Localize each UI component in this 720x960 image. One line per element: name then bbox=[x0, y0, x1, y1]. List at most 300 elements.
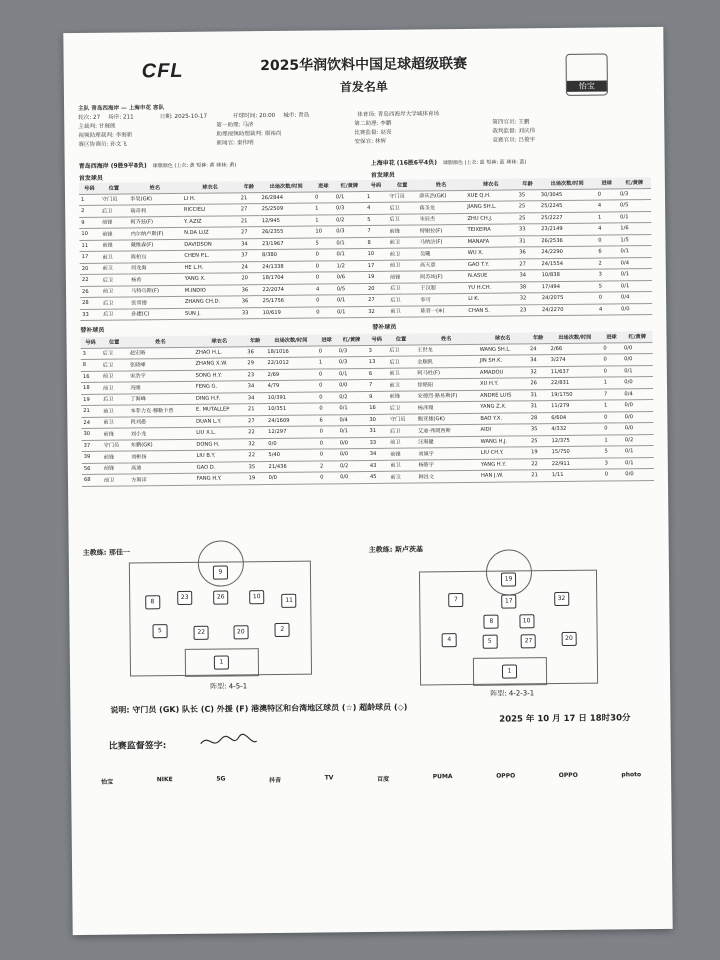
table-cell: 25/2509 bbox=[260, 203, 314, 215]
table-cell: 16 bbox=[367, 402, 388, 414]
table-cell: 0/1 bbox=[619, 280, 652, 292]
table-cell: 25 bbox=[529, 435, 550, 447]
table-cell: 68 bbox=[82, 474, 102, 486]
col-header: 位置 bbox=[100, 182, 128, 193]
table-cell: DING H.F. bbox=[194, 392, 246, 404]
table-cell: 高天意 bbox=[418, 259, 466, 271]
table-cell: CHEN P.L. bbox=[182, 250, 239, 262]
table-cell: 26/2536 bbox=[539, 235, 596, 247]
table-cell: 34 bbox=[368, 448, 389, 460]
table-cell: 后卫 bbox=[388, 282, 418, 294]
player-shirt: 5 bbox=[152, 624, 167, 638]
table-cell: 26 bbox=[528, 378, 549, 390]
table-cell: 0/1 bbox=[337, 368, 367, 380]
sponsor-logo: 百度 bbox=[377, 775, 390, 783]
table-cell: 后卫 bbox=[387, 213, 417, 225]
table-cell: 34 bbox=[517, 270, 539, 282]
table-cell: 26/2844 bbox=[259, 192, 313, 204]
table-cell: 45 bbox=[368, 471, 389, 483]
table-cell: 0/4 bbox=[337, 414, 367, 426]
table-cell: 本菲力克·穆勒卡普 bbox=[128, 404, 194, 416]
table-cell: 1 bbox=[317, 357, 337, 369]
home-subs-table bbox=[80, 334, 368, 486]
col-header: 位置 bbox=[387, 179, 417, 190]
table-cell: 25/2227 bbox=[539, 212, 596, 224]
table-cell: 26 bbox=[80, 286, 101, 298]
col-header: 球衣名 bbox=[182, 181, 239, 193]
table-cell: 0/0 bbox=[623, 411, 654, 423]
away-coach: 主教练: 斯卢茨基 bbox=[368, 545, 424, 554]
print-datetime: 2025 年 10 月 17 日 18时30分 bbox=[499, 713, 631, 725]
table-cell: 丁海峰 bbox=[128, 393, 194, 405]
table-cell: 戴维森(F) bbox=[129, 239, 183, 251]
table-cell: 0 bbox=[317, 391, 337, 403]
table-cell: 0/0 bbox=[337, 380, 367, 392]
table-cell: 阿苏埃(F) bbox=[418, 270, 466, 282]
table-cell: 前卫 bbox=[388, 236, 418, 248]
table-cell: ZHANG CH.D. bbox=[183, 296, 240, 308]
table-cell: 后卫 bbox=[387, 344, 415, 356]
table-cell: 8/380 bbox=[260, 249, 314, 261]
table-cell: 17/494 bbox=[540, 281, 597, 293]
away-formation: 阵型: 4-2-3-1 bbox=[490, 689, 535, 698]
table-cell: 22 bbox=[246, 450, 266, 462]
table-cell: FANG H.Y. bbox=[195, 473, 247, 485]
table-cell: 33 bbox=[240, 307, 261, 319]
table-cell: 34 bbox=[246, 381, 266, 393]
table-cell: 16 bbox=[81, 371, 101, 383]
table-cell: 前锋 bbox=[388, 448, 416, 460]
table-cell: 3 bbox=[597, 269, 619, 281]
table-cell: 内尔纳卢斯(F) bbox=[129, 227, 183, 239]
table-cell: 特谢拉(F) bbox=[418, 224, 466, 236]
table-cell: 前卫 bbox=[388, 471, 416, 483]
table-cell: 前卫 bbox=[387, 367, 415, 379]
table-cell: YANG X. bbox=[183, 273, 240, 285]
table-cell: 艾迪·弗朗西斯 bbox=[416, 424, 479, 436]
table-cell: 前锋 bbox=[100, 228, 128, 240]
table-cell: 前锋 bbox=[388, 271, 418, 283]
sponsor-logo: 5G bbox=[216, 775, 226, 783]
table-cell: 前锋 bbox=[388, 390, 416, 402]
table-cell: 0 bbox=[314, 272, 335, 284]
table-cell: YANG Z.X. bbox=[478, 401, 528, 413]
table-cell: 1 bbox=[79, 194, 100, 206]
table-cell: 12/945 bbox=[260, 215, 314, 227]
lineup-sheet bbox=[63, 27, 672, 935]
table-cell: 东鹏(GK) bbox=[129, 439, 195, 451]
table-cell: 冯刚 bbox=[128, 381, 194, 393]
table-cell: 11/279 bbox=[549, 400, 602, 412]
table-cell: 10/619 bbox=[261, 307, 315, 319]
table-cell: 19/1750 bbox=[549, 389, 602, 401]
col-header: 球衣名 bbox=[465, 178, 517, 190]
table-cell: 30 bbox=[367, 414, 388, 426]
table-cell: 0/2 bbox=[337, 391, 367, 403]
player-shirt: 7 bbox=[448, 593, 463, 607]
col-header: 出场次数/时间 bbox=[539, 178, 596, 190]
table-cell: E. MUTALLEP bbox=[194, 404, 246, 416]
col-header: 年龄 bbox=[528, 332, 549, 343]
player-shirt: 8 bbox=[484, 615, 499, 629]
table-cell: 0/1 bbox=[334, 249, 365, 261]
table-cell: DONG H. bbox=[194, 438, 246, 450]
table-cell: AMADOU bbox=[478, 366, 528, 378]
table-cell: 0/1 bbox=[335, 306, 366, 318]
table-cell: GAO T.Y. bbox=[466, 258, 518, 270]
table-cell: 33 bbox=[80, 309, 101, 321]
page-subtitle: 首发名单 bbox=[339, 79, 388, 95]
table-cell: 5 bbox=[602, 446, 623, 458]
away-team-header: 上海申花 (16胜6平4负) 球服颜色 (上衣: 蓝 短裤: 蓝 球袜: 蓝) bbox=[370, 159, 527, 167]
table-cell: 0/0 bbox=[338, 472, 368, 484]
table-cell: 0/0 bbox=[622, 377, 653, 389]
col-header: 出场次数/时间 bbox=[259, 181, 313, 193]
table-cell: ANDRE LUIS bbox=[478, 389, 528, 401]
table-cell: 0/2 bbox=[334, 214, 365, 226]
sponsor-logo: NIKE bbox=[156, 776, 173, 784]
player-shirt: 17 bbox=[501, 595, 516, 609]
table-cell: 10/391 bbox=[266, 392, 318, 404]
table-cell: 31 bbox=[367, 425, 388, 437]
table-cell: 0 bbox=[597, 292, 619, 304]
table-cell: 0/0 bbox=[267, 472, 319, 484]
table-cell: HAN J.W. bbox=[479, 470, 529, 482]
table-cell: RICCIELI bbox=[182, 204, 239, 216]
away-formation-pitch bbox=[419, 570, 598, 686]
table-cell: 张晓峰 bbox=[128, 358, 194, 370]
table-cell: 1 bbox=[602, 400, 623, 412]
col-header: 红/黄牌 bbox=[622, 331, 653, 342]
table-cell: 31 bbox=[517, 235, 539, 247]
table-cell: 8 bbox=[81, 359, 101, 371]
table-cell: 33 bbox=[517, 224, 539, 236]
table-cell: 3 bbox=[367, 345, 388, 357]
table-cell: 陈晋一(※) bbox=[418, 305, 466, 317]
table-cell: 0/3 bbox=[337, 345, 367, 357]
table-cell: 汪海健 bbox=[416, 436, 479, 448]
table-cell: 34 bbox=[239, 238, 260, 250]
table-cell: 1 bbox=[602, 434, 623, 446]
table-cell: ZHAO H.L. bbox=[193, 346, 245, 358]
table-cell: 前卫 bbox=[101, 371, 128, 383]
table-cell: AIDI bbox=[478, 424, 528, 436]
table-cell: 0/0 bbox=[619, 303, 652, 315]
sponsor-logo: OPPO bbox=[496, 772, 516, 780]
col-header: 位置 bbox=[100, 337, 127, 348]
table-cell: 1 bbox=[365, 191, 387, 203]
table-cell: 0/2 bbox=[338, 460, 368, 472]
official-r3-0: 主裁判: 甘璀熊 bbox=[78, 123, 116, 130]
player-shirt: 19 bbox=[501, 572, 516, 586]
table-cell: 0 bbox=[596, 234, 618, 246]
table-cell: 27 bbox=[517, 258, 539, 270]
table-cell: 刘诚宇 bbox=[416, 447, 479, 459]
table-cell: 37 bbox=[82, 440, 102, 452]
table-cell: 0/3 bbox=[337, 357, 367, 369]
table-cell: 2 bbox=[79, 205, 100, 217]
table-cell: GAO D. bbox=[195, 461, 247, 473]
table-cell: 李可 bbox=[418, 293, 466, 305]
table-cell: 22/911 bbox=[550, 458, 603, 470]
player-shirt: 10 bbox=[249, 590, 264, 604]
table-cell: 0 bbox=[317, 345, 337, 357]
table-cell: 陈柏良 bbox=[129, 250, 183, 262]
table-cell: 0/1 bbox=[623, 446, 654, 458]
table-cell: JIN SH.K. bbox=[478, 355, 528, 367]
table-cell: DUAN L.Y. bbox=[194, 415, 246, 427]
table-cell: 26/2355 bbox=[260, 226, 314, 238]
table-cell: 19 bbox=[366, 271, 388, 283]
table-cell: 前卫 bbox=[388, 436, 416, 448]
table-cell: 35 bbox=[246, 461, 266, 473]
starters-label-away: 首发球员 bbox=[370, 171, 395, 179]
table-cell: 前卫 bbox=[100, 251, 128, 263]
table-cell: 杨泽翔 bbox=[416, 401, 479, 413]
table-cell: 0 bbox=[317, 403, 337, 415]
home-starters-table bbox=[79, 180, 366, 321]
col-header: 姓名 bbox=[128, 336, 194, 348]
table-cell: 31 bbox=[528, 389, 549, 401]
table-cell: 0/2 bbox=[623, 434, 654, 446]
table-cell: 鲍亚雄(GK) bbox=[416, 413, 479, 425]
table-cell: 前锋 bbox=[101, 428, 128, 440]
table-cell: 27 bbox=[239, 227, 260, 239]
table-cell: 22 bbox=[80, 274, 101, 286]
table-cell: N.ASUE bbox=[466, 270, 518, 282]
table-cell: 6 bbox=[367, 368, 388, 380]
table-cell: 30/3045 bbox=[539, 189, 596, 201]
table-cell: 24/2075 bbox=[540, 292, 597, 304]
table-cell: 7 bbox=[367, 379, 388, 391]
col-header: 号码 bbox=[80, 337, 100, 348]
table-cell: FENG G. bbox=[194, 381, 246, 393]
table-cell: 0/1 bbox=[334, 237, 365, 249]
table-cell: 守门员 bbox=[387, 190, 417, 202]
table-cell: 17 bbox=[80, 251, 101, 263]
table-cell: 27 bbox=[239, 204, 260, 216]
sponsor-logo: OPPO bbox=[558, 771, 578, 780]
col-header: 姓名 bbox=[415, 333, 478, 345]
col-header: 进球 bbox=[317, 334, 337, 345]
player-shirt: 9 bbox=[213, 565, 228, 579]
table-cell: 5 bbox=[597, 280, 619, 292]
table-cell: 0 bbox=[602, 365, 623, 377]
table-cell: 12/297 bbox=[266, 426, 318, 438]
table-cell: 36 bbox=[240, 296, 261, 308]
table-cell: 安德烈·路易斯(F) bbox=[416, 390, 479, 402]
official-r4-1: 助理视频助理裁判: 谢裕尚 bbox=[216, 130, 282, 138]
table-cell: 刘彬扬 bbox=[129, 450, 195, 462]
table-cell: 24 bbox=[81, 417, 101, 429]
table-cell: DAVIDSON bbox=[182, 238, 239, 250]
table-cell: 1 bbox=[313, 214, 334, 226]
table-cell: 孙捷(C) bbox=[129, 308, 183, 320]
table-cell: 后卫 bbox=[388, 425, 416, 437]
col-header: 红/黄牌 bbox=[618, 177, 651, 188]
table-cell: 宋浩宇 bbox=[128, 370, 194, 382]
table-cell: 0/1 bbox=[338, 426, 368, 438]
table-cell: 18 bbox=[81, 382, 101, 394]
table-cell: 1 bbox=[602, 377, 623, 389]
table-cell: 0/0 bbox=[622, 354, 653, 366]
table-cell: 2 bbox=[318, 460, 338, 472]
col-header: 位置 bbox=[387, 334, 415, 345]
table-cell: 37 bbox=[239, 250, 260, 262]
table-cell: 守门员 bbox=[102, 440, 129, 452]
table-cell: 22/2074 bbox=[260, 284, 314, 296]
table-cell: 7 bbox=[365, 225, 387, 237]
table-cell: MANAFA bbox=[466, 235, 518, 247]
table-cell: 0/4 bbox=[619, 292, 652, 304]
table-cell: 35 bbox=[517, 189, 539, 201]
table-cell: 7 bbox=[602, 388, 623, 400]
col-header: 年龄 bbox=[245, 335, 265, 346]
table-cell: 1/5 bbox=[618, 234, 651, 246]
table-cell: 马纳法(F) bbox=[418, 236, 466, 248]
table-cell: 吴曦 bbox=[418, 247, 466, 259]
table-cell: 6 bbox=[317, 414, 337, 426]
table-cell: 24/2290 bbox=[539, 246, 596, 258]
table-cell: 前卫 bbox=[388, 259, 418, 271]
table-cell: 36 bbox=[517, 247, 539, 259]
table-cell: 32 bbox=[366, 306, 388, 318]
venue: 体育场: 青岛西海岸大学城体育场 bbox=[357, 110, 440, 118]
table-cell: 22/1012 bbox=[265, 357, 317, 369]
table-cell: 后卫 bbox=[101, 297, 129, 309]
player-shirt: 1 bbox=[502, 664, 517, 678]
player-shirt: 5 bbox=[482, 635, 497, 649]
table-cell: 23 bbox=[518, 304, 540, 316]
table-cell: 32 bbox=[528, 366, 549, 378]
table-cell: 10 bbox=[313, 226, 334, 238]
sponsor-strip bbox=[101, 771, 641, 786]
table-cell: 后卫 bbox=[101, 308, 129, 320]
table-cell: BAO Y.X. bbox=[478, 412, 528, 424]
table-cell: 21 bbox=[239, 215, 260, 227]
table-cell: 0 bbox=[318, 472, 338, 484]
table-cell: 0/1 bbox=[619, 269, 652, 281]
table-cell: 4 bbox=[596, 223, 618, 235]
col-header: 出场次数/时间 bbox=[265, 335, 317, 347]
table-cell: 2/69 bbox=[265, 369, 317, 381]
signature-label: 比赛监督签字: bbox=[108, 741, 167, 752]
city: 城市: 青岛 bbox=[283, 112, 310, 119]
table-cell: 0 bbox=[318, 437, 338, 449]
table-cell: 20 bbox=[80, 263, 101, 275]
table-cell: 后卫 bbox=[387, 202, 417, 214]
table-cell: TEIXEIRA bbox=[465, 224, 517, 236]
home-sub-row bbox=[82, 472, 368, 486]
table-cell: 前卫 bbox=[101, 382, 128, 394]
table-cell: 后卫 bbox=[387, 356, 415, 368]
table-cell: ZHU CH.J. bbox=[465, 212, 517, 224]
table-cell: 28 bbox=[80, 297, 101, 309]
table-cell: 22 bbox=[529, 458, 550, 470]
official-r3-1: 第一助理: 马济 bbox=[216, 121, 254, 129]
table-cell: 段刘愚 bbox=[129, 416, 195, 428]
table-cell: 何龙海 bbox=[129, 262, 183, 274]
table-cell: 韩昌文 bbox=[416, 470, 479, 482]
round: 轮次: 27 bbox=[78, 114, 101, 121]
table-cell: 21 bbox=[81, 405, 101, 417]
table-cell: 0 bbox=[318, 449, 338, 461]
table-cell: LIU B.Y. bbox=[194, 450, 246, 462]
kickoff: 开球时间: 20:00 bbox=[232, 112, 276, 119]
center-arc bbox=[198, 540, 244, 586]
table-cell: 0 bbox=[601, 354, 622, 366]
table-cell: 守门员 bbox=[100, 193, 128, 205]
table-cell: 0/1 bbox=[335, 295, 366, 307]
table-cell: 0/3 bbox=[334, 226, 365, 238]
table-cell: 21 bbox=[529, 470, 550, 482]
player-shirt: 1 bbox=[214, 655, 229, 669]
table-cell: 8 bbox=[365, 237, 387, 249]
table-cell: 4 bbox=[597, 303, 619, 315]
official-r4-3: 裁判监督: 刘庆伟 bbox=[492, 127, 536, 135]
table-cell: 4/79 bbox=[266, 380, 318, 392]
table-cell: 20 bbox=[366, 283, 388, 295]
table-cell: 22 bbox=[246, 427, 266, 439]
table-cell: 瑞奇利 bbox=[128, 204, 182, 216]
table-cell: 33 bbox=[368, 437, 389, 449]
col-header: 年龄 bbox=[516, 178, 538, 189]
table-cell: 24 bbox=[239, 261, 260, 273]
starters-label: 首发球员 bbox=[78, 174, 103, 183]
table-cell: 5 bbox=[365, 214, 387, 226]
table-cell: 3 bbox=[603, 457, 624, 469]
table-cell: 39 bbox=[82, 451, 102, 463]
table-cell: 24 bbox=[528, 343, 549, 355]
table-cell: 12/375 bbox=[549, 435, 602, 447]
table-cell: 18/1704 bbox=[260, 272, 314, 284]
table-cell: 0/0 bbox=[623, 469, 654, 481]
match-meta bbox=[78, 97, 650, 148]
table-cell: 18/1016 bbox=[265, 346, 317, 358]
player-shirt: 10 bbox=[519, 615, 534, 629]
player-shirt: 20 bbox=[561, 632, 576, 646]
table-cell: 24/2270 bbox=[540, 304, 597, 316]
table-cell: 前卫 bbox=[101, 285, 129, 297]
table-cell: 0/1 bbox=[623, 457, 654, 469]
subs-label: 替补球员 bbox=[80, 326, 105, 335]
col-header: 号码 bbox=[366, 334, 387, 345]
table-cell: 0 bbox=[601, 342, 622, 354]
table-cell: 于汉超 bbox=[418, 282, 466, 294]
page-title: 2025华润饮料中国足球超级联赛 bbox=[260, 55, 468, 75]
home-coach: 主教练: 那佳一 bbox=[82, 548, 131, 557]
table-cell: 25 bbox=[517, 212, 539, 224]
player-shirt: 11 bbox=[282, 594, 297, 608]
table-cell: 2 bbox=[596, 257, 618, 269]
table-cell: 方海洋 bbox=[129, 473, 195, 485]
table-cell: 后卫 bbox=[101, 394, 128, 406]
player-shirt: 20 bbox=[233, 626, 248, 640]
table-cell: M.INDIO bbox=[183, 284, 240, 296]
table-cell: 0 bbox=[313, 191, 334, 203]
col-header: 球衣名 bbox=[193, 335, 245, 347]
col-header: 球衣名 bbox=[478, 332, 528, 344]
table-cell: 前卫 bbox=[388, 248, 418, 260]
table-cell: 30 bbox=[81, 428, 101, 440]
player-shirt: 22 bbox=[194, 626, 209, 640]
table-cell: HE L.H. bbox=[182, 261, 239, 273]
sponsor-logo: PUMA bbox=[432, 773, 453, 781]
table-cell: 守门员 bbox=[388, 413, 416, 425]
table-cell: 1/6 bbox=[618, 223, 651, 235]
table-cell: 0 bbox=[317, 380, 337, 392]
col-header: 红/黄牌 bbox=[337, 334, 367, 345]
